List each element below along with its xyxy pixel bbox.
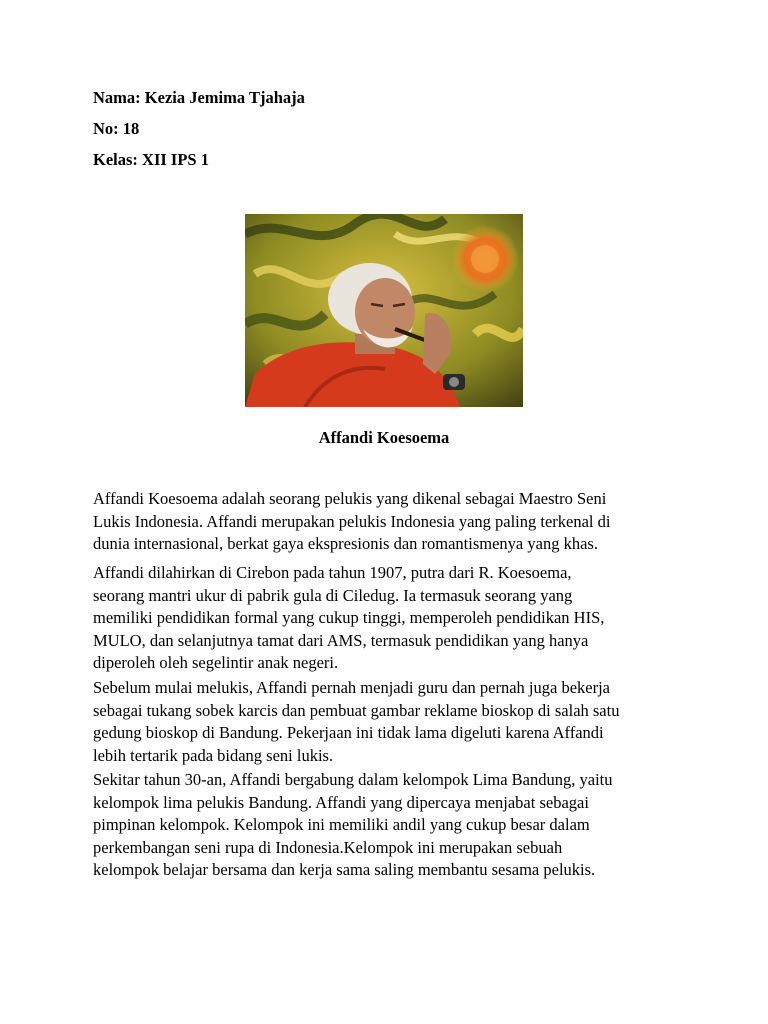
text-line: lebih tertarik pada bidang seni lukis. <box>93 745 334 765</box>
portrait-photo <box>245 214 523 407</box>
text-line: kelompok lima pelukis Bandung. Affandi yang dipercaya menjabat sebagai <box>93 792 589 812</box>
text-line: gedung bioskop di Bandung. Pekerjaan ini tidak lama digeluti karena Affandi <box>93 723 604 743</box>
text-line: Affandi Koesoema adalah seorang pelukis yang dikenal sebagai Maestro Seni <box>93 489 607 508</box>
text-line: perkembangan seni rupa di Indonesia.Kelompok ini merupakan sebuah <box>93 837 563 857</box>
text-line: sebagai tukang sobek karcis dan pembuat gambar reklame bioskop di salah satu <box>93 700 620 720</box>
text-line: Lukis Indonesia. Affandi merupakan pelukis Indonesia yang paling terkenal di <box>93 511 611 531</box>
photo-caption: Affandi Koesoema <box>318 428 450 447</box>
text-line: seorang mantri ukur di pabrik gula di Ciledug. Ia termasuk seorang yang <box>93 585 573 605</box>
text-line: memiliki pendidikan formal yang cukup tinggi, memperoleh pendidikan HIS, <box>93 608 605 628</box>
student-number: No: 18 <box>93 119 140 138</box>
text-line: Sekitar tahun 30-an, Affandi bergabung dalam kelompok Lima Bandung, yaitu <box>93 770 613 789</box>
text-line: MULO, dan selanjutnya tamat dari AMS, termasuk pendidikan yang hanya <box>93 630 589 650</box>
paragraph-birth <box>93 562 683 675</box>
student-class: Kelas: XII IPS 1 <box>93 150 209 169</box>
text-line: pimpinan kelompok. Kelompok ini memiliki andil yang cukup besar dalam <box>93 815 590 835</box>
student-name: Nama: Kezia Jemima Tjahaja <box>93 88 305 107</box>
text-line: kelompok belajar bersama dan kerja sama saling membantu sesama pelukis. <box>93 860 596 880</box>
text-line: Sebelum mulai melukis, Affandi pernah menjadi guru dan pernah juga bekerja <box>93 678 611 697</box>
text-line: diperoleh oleh segelintir anak negeri. <box>93 653 339 673</box>
paragraph-intro <box>93 488 683 556</box>
paragraph-early-career <box>93 677 683 767</box>
paragraph-lima-bandung <box>93 769 683 882</box>
text-line: dunia internasional, berkat gaya ekspresionis dan romantismenya yang khas. <box>93 534 598 554</box>
text-line: Affandi dilahirkan di Cirebon pada tahun 1907, putra dari R. Koesoema, <box>93 563 572 582</box>
